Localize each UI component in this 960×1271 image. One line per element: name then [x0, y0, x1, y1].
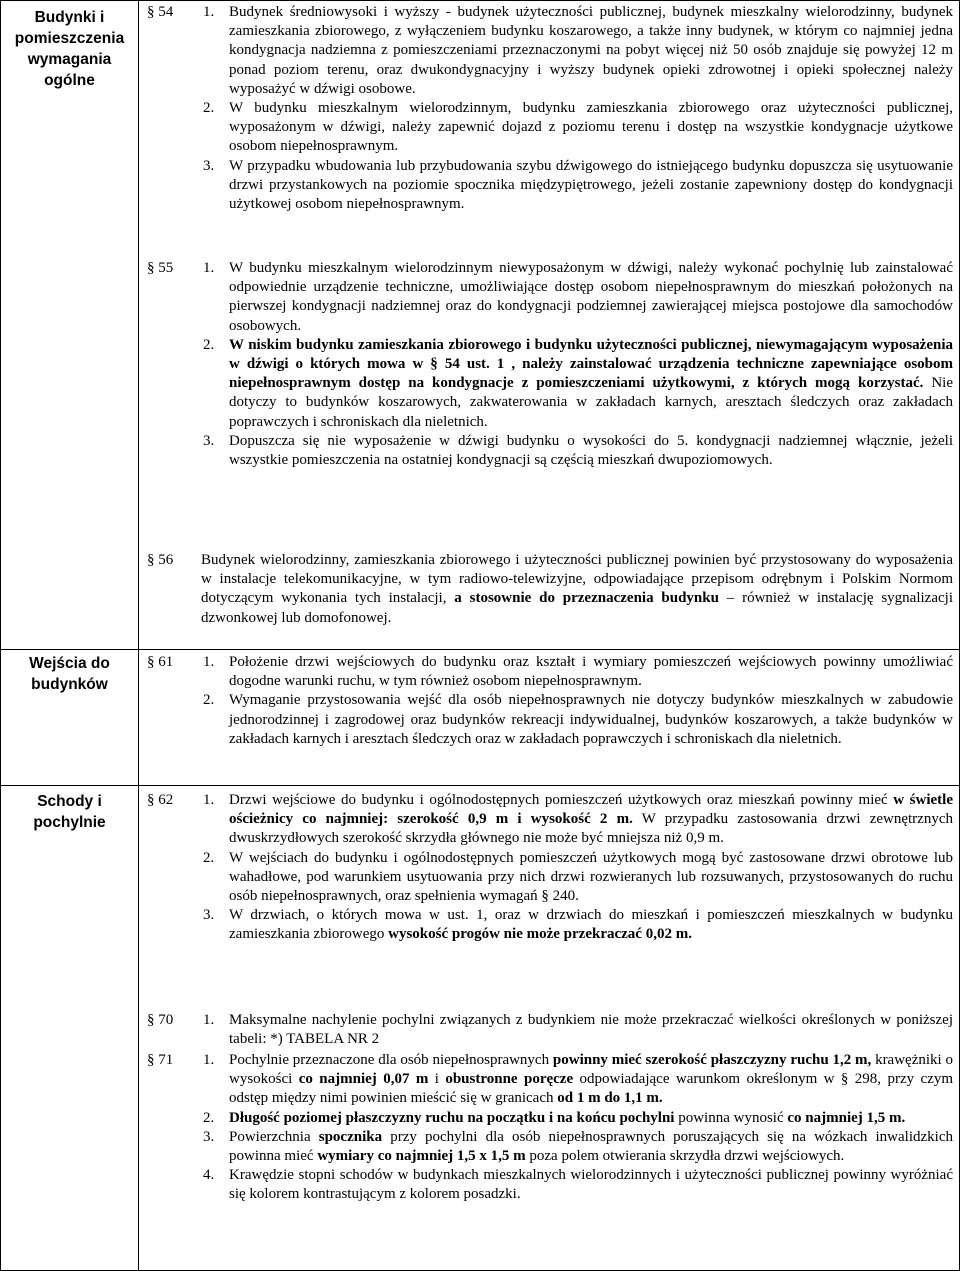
list-item [147, 3, 953, 99]
section-61 [147, 653, 953, 749]
section-62 [147, 791, 953, 945]
paragraph-number: § 71 [147, 1052, 174, 1068]
item-text: W budynku mieszkalnym wielorodzinnym, budynku zamieszkania zbiorowego oraz użyteczności publicznej, wyposażonym w dźwigi, należy zapewnić dojazd z poziomu terenu i dostęp na wszystkie kondygnacje użytkowe osobom niepełnosprawnym. [229, 100, 953, 155]
item-text: odpowiadające warunkom określonym w § 298, przy czym odstęp między nimi powinien mieścić się w granicach [229, 1071, 953, 1107]
item-text: W wejściach do budynku i ogólnodostępnych pomieszczeń użytkowych mogą być zastosowane drzwi obrotowe lub wahadłowe, pod warunkiem usytuowania przy nich drzwi rozwieranych lub rozsuwanych, przystosowanych do ruchu osób niepełnosprawnych, oraz spełnienia wymagań § 240. [229, 849, 953, 905]
item-text-bold: spocznika [318, 1128, 383, 1145]
item-text-bold: co najmniej 0,07 m [298, 1071, 429, 1088]
item-text: W budynku mieszkalnym wielorodzinnym niewyposażonym w dźwigi, należy wykonać pochylnię lub zainstalować odpowiednie urządzenie techniczne, umożliwiające dostęp osobom niepełnosprawnym do mieszkań położonych na pierwszej kondygnacji nadziemnej oraz do kondygnacji podziemnej zawierającej miejsca postojowe dla samochodów osobowych. [229, 260, 953, 334]
item-text-bold: w świetle ościeżnicy co najmniej: szerokość 0,9 m i wysokość 2 m. [229, 792, 953, 828]
item-number: 3. [203, 1128, 215, 1145]
list-item [147, 691, 953, 749]
item-number: 3. [203, 907, 215, 924]
list-item [147, 1109, 953, 1128]
list-item [147, 1166, 953, 1204]
list-item [147, 791, 953, 849]
section-55 [147, 259, 953, 470]
list-item [147, 259, 953, 336]
item-text-bold: wymiary co najmniej 1,5 x 1,5 m [317, 1148, 526, 1165]
item-number: 1. [203, 260, 215, 276]
row-divider [1, 649, 959, 650]
item-text-bold: co najmniej 1,5 m. [787, 1109, 906, 1126]
column-divider [138, 1, 139, 1270]
item-text: Wymaganie przystosowania wejść dla osób niepełnosprawnych nie dotyczy budynków mieszkalnych w zabudowie jednorodzinnej i zagrodowej oraz budynków rekreacji indywidualnej, budynków koszarowych, a także budynków w zakładach karnych i aresztach śledczych oraz w zakładach poprawczych i schroniskach dla nieletnich. [229, 692, 953, 747]
item-number: 2. [203, 849, 215, 866]
section-54 [147, 3, 953, 214]
item-number: 2. [203, 1109, 215, 1126]
list-item [147, 1011, 953, 1049]
item-text-bold: od 1 m do 1,1 m. [557, 1090, 663, 1107]
paragraph-number: § 55 [147, 260, 174, 276]
item-text: Krawędzie stopni schodów w budynkach mieszkalnych wielorodzinnych i użyteczności publicznej powinny wyróżniać się kolorem kontrastującym z kolorem posadzki. [229, 1167, 953, 1203]
item-number: 1. [203, 654, 215, 670]
list-item [147, 157, 953, 215]
list-item [147, 849, 953, 907]
item-number: 1. [203, 1012, 215, 1028]
item-text: krawężniki o wysokości [229, 1052, 954, 1088]
paragraph-number: § 61 [147, 654, 174, 670]
category-stairs: Schody i pochylnie [33, 793, 106, 831]
list-item [147, 432, 953, 470]
list-item [147, 906, 953, 944]
item-number: 2. [203, 692, 215, 709]
item-text: Maksymalne nachylenie pochylni związanych z budynkiem nie może przekraczać wielkości określonych w poniższej tabeli: *) TABELA NR 2 [229, 1012, 953, 1048]
item-number: 1. [203, 792, 215, 808]
item-text: Pochylnie przeznaczone dla osób niepełnosprawnych [229, 1052, 553, 1068]
item-text: i [428, 1071, 446, 1088]
list-item [147, 336, 953, 432]
item-number: 3. [203, 432, 215, 449]
item-text: Powierzchnia [229, 1128, 319, 1145]
section-56 [147, 551, 953, 628]
item-text: Budynek wielorodzinny, zamieszkania zbiorowego i użyteczności publicznej powinien być przystosowany do wyposażenia w instalacje telekomunikacyjne, w tym radiowo-telewizyjne, odpowiadające przepisom odrębnym i Polskim Normom dotyczącym wykonania tych instalacji, [201, 552, 953, 607]
section-text [147, 551, 953, 628]
list-item [147, 1051, 953, 1109]
item-text-bold: obustronne poręcze [445, 1071, 574, 1088]
paragraph-number: § 54 [147, 4, 174, 20]
list-item [147, 653, 953, 691]
paragraph-number: § 62 [147, 792, 174, 808]
item-number: 2. [203, 100, 215, 117]
item-text: – również w instalację sygnalizacji dzwonkowej lub domofonowej. [201, 590, 953, 626]
item-text-bold: a stosownie do przeznaczenia budynku [454, 590, 719, 607]
item-text-bold: powinny mieć szerokość płaszczyzny ruchu 1,2 m, [552, 1052, 872, 1068]
item-text: W drzwiach, o których mowa w ust. 1, oraz w drzwiach do mieszkań i pomieszczeń mieszkalnych w budynku zamieszkania zbiorowego [229, 907, 953, 943]
item-text: Drzwi wejściowe do budynku i ogólnodostępnych pomieszczeń użytkowych oraz mieszkań powinny mieć [229, 792, 894, 808]
item-number: 1. [203, 4, 215, 20]
paragraph-number: § 70 [147, 1012, 174, 1028]
item-text: W przypadku wbudowania lub przybudowania szybu dźwigowego do istniejącego budynku dopuszcza się usytuowanie drzwi przystankowych na poziomie spocznika międzypiętrowego, jeżeli zostanie zapewniony dostęp do kondygnacji użytkowej osobom niepełnosprawnym. [229, 157, 953, 213]
item-text: przy pochylni dla osób niepełnosprawnych poruszających się na wózkach inwalidzkich powinna mieć [229, 1128, 953, 1165]
item-text: Dopuszcza się nie wyposażenie w dźwigi budynku o wysokości do 5. kondygnacji nadziemnej włącznie, jeżeli wszystkie pomieszczenia na ostatniej kondygnacji są częścią mieszkań dwupoziomowych. [229, 432, 953, 469]
item-text: powinna wynosić [674, 1109, 788, 1126]
item-text-bold: Długość poziomej płaszczyzny ruchu na początku i na końcu pochylni [229, 1109, 675, 1126]
item-text: Budynek średniowysoki i wyższy - budynek użyteczności publicznej, budynek mieszkalny wielorodzinny, budynek zamieszkania zbiorowego, z wyłączeniem budynku koszarowego, a także inny budynek, w którym co najmniej jedna kondygnacja nadziemna z pomieszczeniami przeznaczonymi na pobyt więcej niż 50 osób znajduje się powyżej 12 m ponad poziom terenu, oraz dwukondygnacyjny i wyższy budynek opieki zdrowotnej i opieki społecznej należy wyposażyć w dźwigi osobowe. [229, 4, 953, 97]
item-number: 2. [203, 336, 215, 353]
item-text: Położenie drzwi wejściowych do budynku oraz kształt i wymiary pomieszczeń wejściowych powinny umożliwiać dogodne warunki ruchu, w tym również osobom niepełnosprawnym. [229, 654, 953, 690]
section-71 [147, 1051, 953, 1205]
paragraph-number: § 56 [147, 552, 174, 568]
category-general: Budynki i pomieszczenia wymagania ogólne [14, 9, 125, 89]
item-text: Nie dotyczy to budynków koszarowych, zakwaterowania w zakładach karnych, aresztach śledczych oraz zakładach poprawczych i schroniskach dla nieletnich. [229, 375, 953, 430]
category-entrances: Wejścia do budynków [29, 655, 110, 693]
item-text: poza polem otwierania skrzydła drzwi wejściowych. [525, 1148, 845, 1165]
row-divider [1, 785, 959, 786]
list-item [147, 99, 953, 157]
item-number: 1. [203, 1052, 215, 1068]
item-number: 4. [203, 1167, 215, 1184]
item-text: W przypadku zastosowania drzwi zewnętrznych dwuskrzydłowych szerokość skrzydła głównego nie może być mniejsza niż 0,9 m. [229, 811, 953, 847]
item-text-bold: wysokość progów nie może przekraczać 0,02 m. [388, 926, 692, 943]
list-item [147, 1128, 953, 1166]
item-text-bold: W niskim budynku zamieszkania zbiorowego i budynku użyteczności publicznej, niewymagającym wyposażenia w dźwigi o których mowa w § 54 ust. 1 , należy zainstalować urządzenia techniczne zapewniające osobom niepełnosprawnym dostęp na kondygnacje z pomieszczeniami użytkowymi, z których mogą korzystać. [229, 336, 953, 392]
item-number: 3. [203, 157, 215, 174]
section-70 [147, 1011, 953, 1049]
